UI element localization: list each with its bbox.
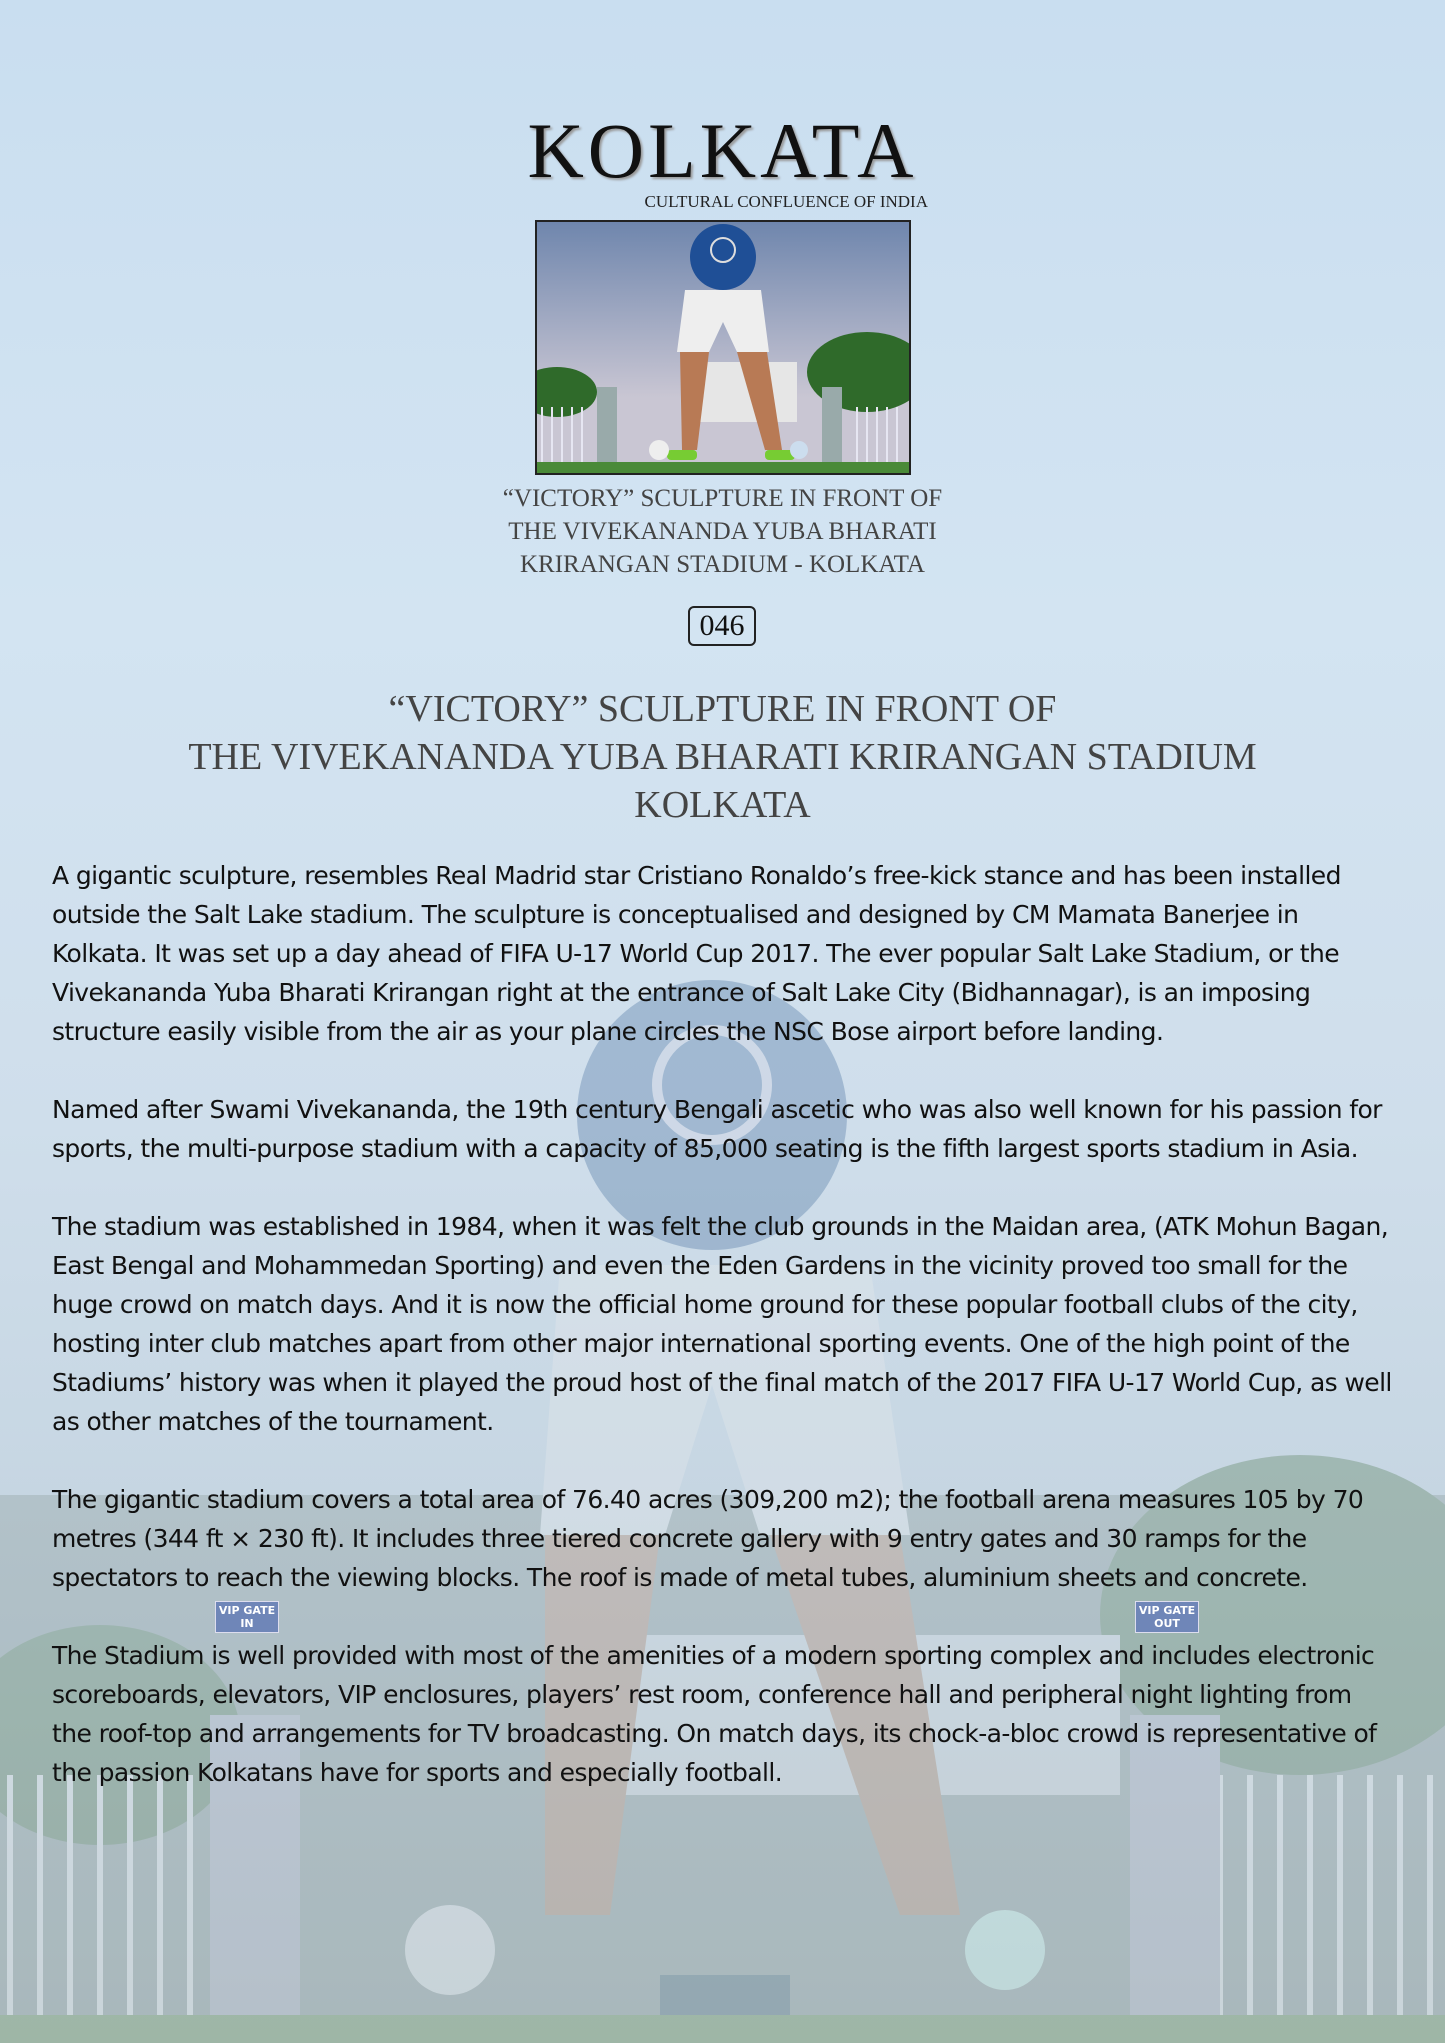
paragraph: The stadium was established in 1984, when it was felt the club grounds in the Maidan area, (ATK Mohun Bagan, East Bengal and Mohammedan Sporting) and even the Eden Gardens in the vicinity proved too small for the huge crowd on match days. And it is now the official home ground for these popular football clubs of the city, hosting inter club matches apart from other major international sporting events. One of the high point of the Stadiums’ history was when it played the proud host of the final match of the 2017 FIFA U-17 World Cup, as well as other matches of the tournament.: [52, 1212, 1392, 1436]
paragraph: Named after Swami Vivekananda, the 19th century Bengali ascetic who was also well known for his passion for sports, the multi-purpose stadium with a capacity of 85,000 seating is the fifth largest sports stadium in Asia.: [52, 1095, 1382, 1163]
heading-line: “VICTORY” SCULPTURE IN FRONT OF: [388, 688, 1057, 730]
vip-gate-in-sign: VIP GATE IN: [215, 1601, 279, 1633]
caption-line: “VICTORY” SCULPTURE IN FRONT OF: [502, 485, 943, 512]
heading-line: KOLKATA: [634, 784, 811, 826]
caption-line: KRIRANGAN STADIUM - KOLKATA: [519, 551, 925, 578]
caption-line: THE VIVEKANANDA YUBA BHARATI: [508, 518, 937, 545]
photo-caption: [0, 482, 1445, 581]
paragraph: A gigantic sculpture, resembles Real Madrid star Cristiano Ronaldo’s free-kick stance and has been installed outside the Salt Lake stadium. The sculpture is conceptualised and designed by CM Mamata Banerjee in Kolkata. It was set up a day ahead of FIFA U-17 World Cup 2017. The ever popular Salt Lake Stadium, or the Vivekananda Yuba Bharati Krirangan right at the entrance of Salt Lake City (Bidhannagar), is an imposing structure easily visible from the air as your plane circles the NSC Bose airport before landing.: [52, 861, 1341, 1046]
vip-gate-out-sign: VIP GATE OUT: [1135, 1601, 1199, 1633]
paragraph: The Stadium is well provided with most of the amenities of a modern sporting complex and includes electronic scoreboards, elevators, VIP enclosures, players’ rest room, conference hall and peripheral night lighting from the roof-top and arrangements for TV broadcasting. On match days, its chock-a-bloc crowd is representative of the passion Kolkatans have for sports and especially football.: [52, 1641, 1377, 1787]
heading-line: THE VIVEKANANDA YUBA BHARATI KRIRANGAN STADIUM: [188, 736, 1257, 778]
gate-signs-row: [52, 1597, 1397, 1636]
paragraph: The gigantic stadium covers a total area of 76.40 acres (309,200 m2); the football arena measures 105 by 70 metres (344 ft × 230 ft). It includes three tiered concrete gallery with 9 entry gates and 30 ramps for the spectators to reach the viewing blocks. The roof is made of metal tubes, aluminium sheets and concrete.: [52, 1485, 1364, 1592]
page-number-badge: 046: [688, 606, 756, 646]
magazine-subtitle: CULTURAL CONFLUENCE OF INDIA: [644, 192, 928, 211]
sculpture-photo: [535, 220, 911, 475]
article-body: [52, 856, 1397, 1831]
magazine-title: KOLKATA: [527, 107, 918, 194]
article-heading: [0, 685, 1445, 829]
